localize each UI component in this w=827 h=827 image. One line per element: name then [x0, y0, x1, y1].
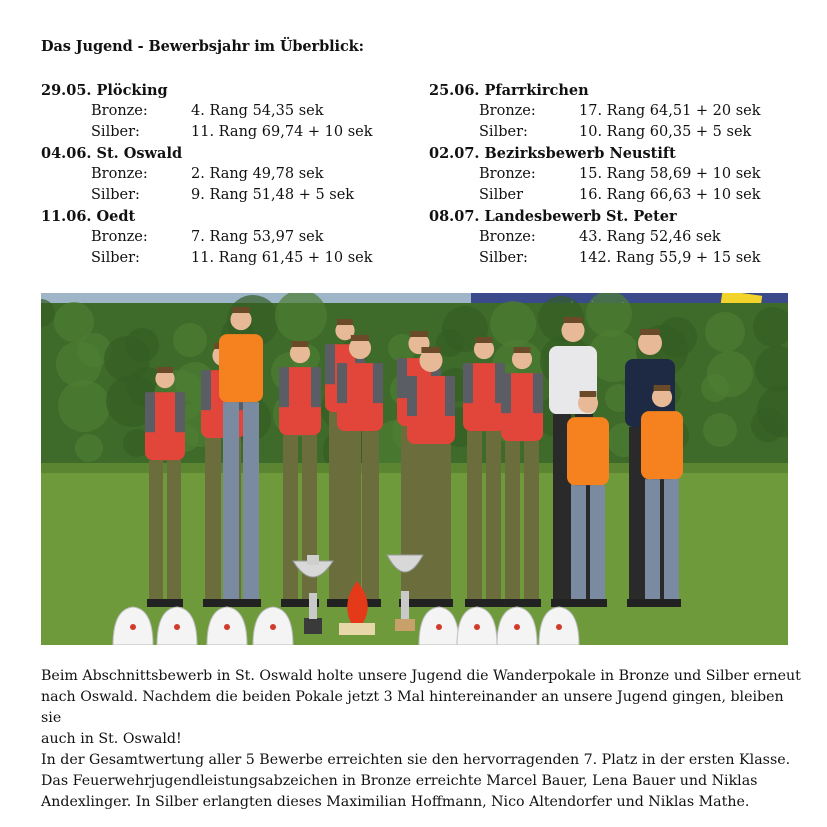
- rank-time: 2. Rang 49,78 sek: [191, 166, 324, 182]
- medal-label: Silber:: [91, 124, 140, 140]
- article-line: nach Oswald. Nachdem die beiden Pokale jetzt 3 Mal hintereinander an unsere Jugend gingen, bleiben sie: [41, 689, 784, 726]
- result-row: [41, 248, 373, 269]
- medal-label: Silber:: [479, 250, 528, 266]
- article-line: Andexlinger. In Silber erlangten dieses Maximilian Hoffmann, Nico Altendorfer und Niklas Mathe.: [41, 794, 750, 810]
- rank-time: 10. Rang 60,35 + 5 sek: [579, 124, 752, 140]
- medal-label: Silber:: [91, 187, 140, 203]
- event-title: 08.07. Landesbewerb St. Peter: [429, 208, 677, 225]
- result-row: [41, 164, 324, 185]
- rank-time: 9. Rang 51,48 + 5 sek: [191, 187, 355, 203]
- results-left-column: [41, 80, 373, 269]
- rank-time: 7. Rang 53,97 sek: [191, 229, 324, 245]
- page-heading: Das Jugend - Bewerbsjahr im Überblick:: [41, 38, 364, 55]
- medal-label: Silber:: [91, 250, 140, 266]
- result-row: [41, 185, 355, 206]
- result-row: [41, 122, 373, 143]
- rank-time: 11. Rang 69,74 + 10 sek: [191, 124, 373, 140]
- rank-time: 15. Rang 58,69 + 10 sek: [579, 166, 761, 182]
- medal-label: Bronze:: [91, 103, 148, 119]
- event-title: 02.07. Bezirksbewerb Neustift: [429, 145, 676, 162]
- rank-time: 142. Rang 55,9 + 15 sek: [579, 250, 761, 266]
- medal-label: Silber: [479, 187, 524, 203]
- rank-time: 16. Rang 66,63 + 10 sek: [579, 187, 761, 203]
- event-title: 04.06. St. Oswald: [41, 145, 183, 162]
- medal-label: Bronze:: [91, 166, 148, 182]
- event-title: 25.06. Pfarrkirchen: [429, 82, 589, 99]
- result-row: [429, 227, 721, 248]
- result-row: [429, 101, 761, 122]
- result-row: [429, 122, 752, 143]
- medal-label: Bronze:: [91, 229, 148, 245]
- group-photo-illustration: [41, 293, 788, 645]
- result-row: [429, 164, 761, 185]
- rank-time: 4. Rang 54,35 sek: [191, 103, 324, 119]
- group-photo: [41, 293, 788, 645]
- results-right-column: [429, 80, 761, 269]
- article-text: [41, 666, 801, 813]
- rank-time: 11. Rang 61,45 + 10 sek: [191, 250, 373, 266]
- result-row: [429, 185, 761, 206]
- medal-label: Bronze:: [479, 166, 536, 182]
- medal-label: Bronze:: [479, 229, 536, 245]
- result-row: [429, 248, 761, 269]
- article-line: Beim Abschnittsbewerb in St. Oswald holte unsere Jugend die Wanderpokale in Bronze und Silber erneut: [41, 668, 801, 684]
- event-title: 29.05. Plöcking: [41, 82, 168, 99]
- rank-time: 17. Rang 64,51 + 20 sek: [579, 103, 761, 119]
- medal-label: Bronze:: [479, 103, 536, 119]
- article-line: Das Feuerwehrjugendleistungsabzeichen in Bronze erreichte Marcel Bauer, Lena Bauer und Niklas: [41, 773, 758, 789]
- rank-time: 43. Rang 52,46 sek: [579, 229, 721, 245]
- event-title: 11.06. Oedt: [41, 208, 136, 225]
- result-row: [41, 227, 324, 248]
- medal-label: Silber:: [479, 124, 528, 140]
- article-line: In der Gesamtwertung aller 5 Bewerbe erreichten sie den hervorragenden 7. Platz in der ersten Klasse.: [41, 752, 791, 768]
- article-line: auch in St. Oswald!: [41, 731, 182, 747]
- result-row: [41, 101, 324, 122]
